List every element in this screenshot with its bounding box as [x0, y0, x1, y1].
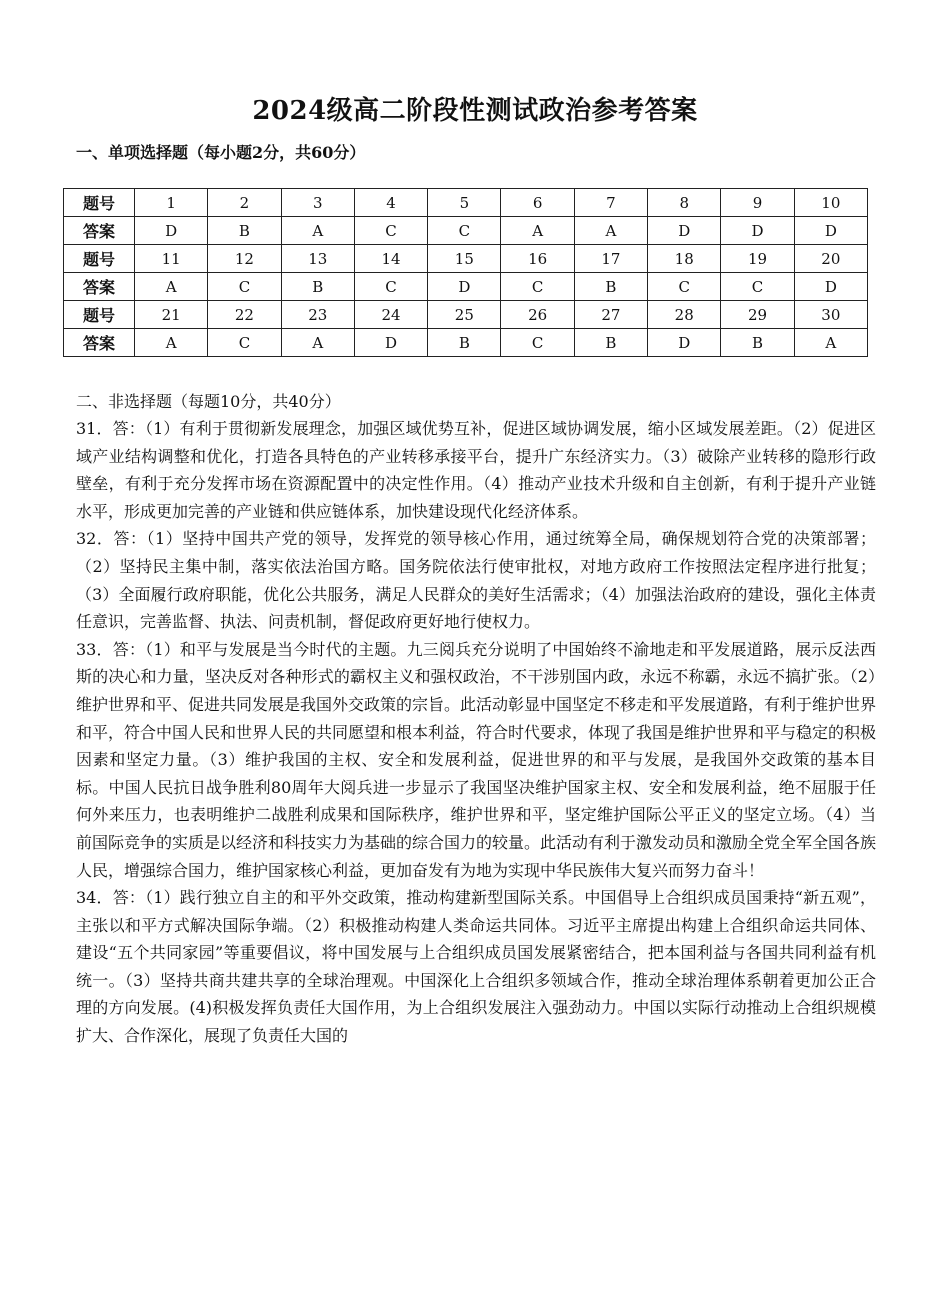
answer-cell: B	[574, 329, 647, 357]
answer-34: 34．答：（1）践行独立自主的和平外交政策，推动构建新型国际关系。中国倡导上合组织成员国秉持“新五观”，主张以和平方式解决国际争端。（2）积极推动构建人类命运共同体。习近平主席提出构建上合组织命运共同体、建设“五个共同家园”等重要倡议，将中国发展与上合组织成员国发展紧密结合，把本国利益与各国共同利益有机统一。（3）坚持共商共建共享的全球治理观。中国深化上合组织多领域合作，推动全球治理体系朝着更加公正合理的方向发展。(4)积极发挥负责任大国作用，为上合组织发展注入强劲动力。中国以实际行动推动上合组织规模扩大、合作深化，展现了负责任大国的	[76, 888, 876, 1046]
question-number: 23	[281, 301, 354, 329]
answer-cell: B	[574, 273, 647, 301]
row-label-number: 题号	[64, 245, 135, 273]
question-number: 12	[208, 245, 281, 273]
question-number: 29	[721, 301, 794, 329]
question-number: 18	[648, 245, 721, 273]
question-number: 22	[208, 301, 281, 329]
question-number: 1	[135, 189, 208, 217]
question-number: 9	[721, 189, 794, 217]
section1-heading: 一、单项选择题（每小题2分，共60分）	[76, 143, 366, 162]
question-number: 25	[428, 301, 501, 329]
answer-cell: A	[135, 329, 208, 357]
question-number: 6	[501, 189, 574, 217]
answer-32: 32．答：（1）坚持中国共产党的领导，发挥党的领导核心作用，通过统筹全局，确保规划符合党的决策部署；（2）坚持民主集中制，落实依法治国方略。国务院依法行使审批权，对地方政府工作按照法定程序进行批复；（3）全面履行政府职能，优化公共服务，满足人民群众的美好生活需求；（4）加强法治政府的建设，强化主体责任意识，完善监督、执法、问责机制，督促政府更好地行使权力。	[76, 529, 876, 632]
answer-cell: B	[208, 217, 281, 245]
answer-cell: A	[501, 217, 574, 245]
row-label-answer: 答案	[64, 217, 135, 245]
question-number: 14	[354, 245, 427, 273]
question-number: 16	[501, 245, 574, 273]
question-number: 10	[794, 189, 867, 217]
answer-cell: A	[574, 217, 647, 245]
answer-cell: C	[428, 217, 501, 245]
answer-cell: D	[794, 273, 867, 301]
answer-cell: D	[354, 329, 427, 357]
answer-cell: C	[208, 273, 281, 301]
table-row-answers-3	[64, 329, 868, 357]
answer-cell: B	[428, 329, 501, 357]
question-number: 20	[794, 245, 867, 273]
question-number: 2	[208, 189, 281, 217]
answer-cell: C	[648, 273, 721, 301]
answer-cell: D	[721, 217, 794, 245]
question-number: 4	[354, 189, 427, 217]
row-label-answer: 答案	[64, 329, 135, 357]
essay-answers	[76, 415, 876, 1050]
answer-cell: D	[428, 273, 501, 301]
question-number: 21	[135, 301, 208, 329]
question-number: 24	[354, 301, 427, 329]
question-number: 7	[574, 189, 647, 217]
table-row-answers-2	[64, 273, 868, 301]
answer-cell: D	[648, 217, 721, 245]
answer-cell: A	[794, 329, 867, 357]
answer-cell: A	[281, 329, 354, 357]
answer-cell: C	[501, 273, 574, 301]
table-row-numbers-1	[64, 189, 868, 217]
answer-table	[63, 188, 868, 357]
answer-cell: D	[648, 329, 721, 357]
question-number: 28	[648, 301, 721, 329]
question-number: 13	[281, 245, 354, 273]
answer-cell: A	[135, 273, 208, 301]
answer-cell: C	[354, 273, 427, 301]
page-title: 2024级高二阶段性测试政治参考答案	[252, 96, 698, 126]
question-number: 26	[501, 301, 574, 329]
question-number: 11	[135, 245, 208, 273]
question-number: 30	[794, 301, 867, 329]
answer-cell: C	[721, 273, 794, 301]
answer-cell: D	[135, 217, 208, 245]
question-number: 27	[574, 301, 647, 329]
answer-31: 31．答：（1）有利于贯彻新发展理念，加强区域优势互补，促进区域协调发展，缩小区域发展差距。（2）促进区域产业结构调整和优化，打造各具特色的产业转移承接平台，提升广东经济实力。（3）破除产业转移的隐形行政壁垒，有利于充分发挥市场在资源配置中的决定性作用。（4）推动产业技术升级和自主创新，有利于提升产业链水平，形成更加完善的产业链和供应链体系，加快建设现代化经济体系。	[76, 419, 876, 521]
answer-cell: C	[208, 329, 281, 357]
answer-cell: A	[281, 217, 354, 245]
table-row-answers-1	[64, 217, 868, 245]
row-label-answer: 答案	[64, 273, 135, 301]
answer-cell: B	[281, 273, 354, 301]
question-number: 19	[721, 245, 794, 273]
question-number: 5	[428, 189, 501, 217]
row-label-number: 题号	[64, 301, 135, 329]
table-row-numbers-3	[64, 301, 868, 329]
table-row-numbers-2	[64, 245, 868, 273]
question-number: 8	[648, 189, 721, 217]
answer-cell: D	[794, 217, 867, 245]
section2-heading: 二、非选择题（每题10分，共40分）	[76, 392, 341, 411]
answer-cell: B	[721, 329, 794, 357]
answer-33: 33．答：（1）和平与发展是当今时代的主题。九三阅兵充分说明了中国始终不渝地走和平发展道路，展示反法西斯的决心和力量，坚决反对各种形式的霸权主义和强权政治，不干涉别国内政，永远不称霸，永远不搞扩张。（2）维护世界和平、促进共同发展是我国外交政策的宗旨。此活动彰显中国坚定不移走和平发展道路，有利于维护世界和平，符合中国人民和世界人民的共同愿望和根本利益，符合时代要求，体现了我国是维护世界和平与稳定的积极因素和坚定力量。（3）维护我国的主权、安全和发展利益，促进世界的和平与发展，是我国外交政策的基本目标。中国人民抗日战争胜利80周年大阅兵进一步显示了我国坚决维护国家主权、安全和发展利益，绝不屈服于任何外来压力，也表明维护二战胜利成果和国际秩序，维护世界和平，坚定维护国际公平正义的坚定立场。（4）当前国际竞争的实质是以经济和科技实力为基础的综合国力的较量。此活动有利于激发动员和激励全党全军全国各族人民，增强综合国力，维护国家核心利益，更加奋发有为地为实现中华民族伟大复兴而努力奋斗！	[76, 639, 877, 880]
question-number: 15	[428, 245, 501, 273]
answer-cell: C	[501, 329, 574, 357]
question-number: 17	[574, 245, 647, 273]
question-number: 3	[281, 189, 354, 217]
answer-cell: C	[354, 217, 427, 245]
row-label-number: 题号	[64, 189, 135, 217]
